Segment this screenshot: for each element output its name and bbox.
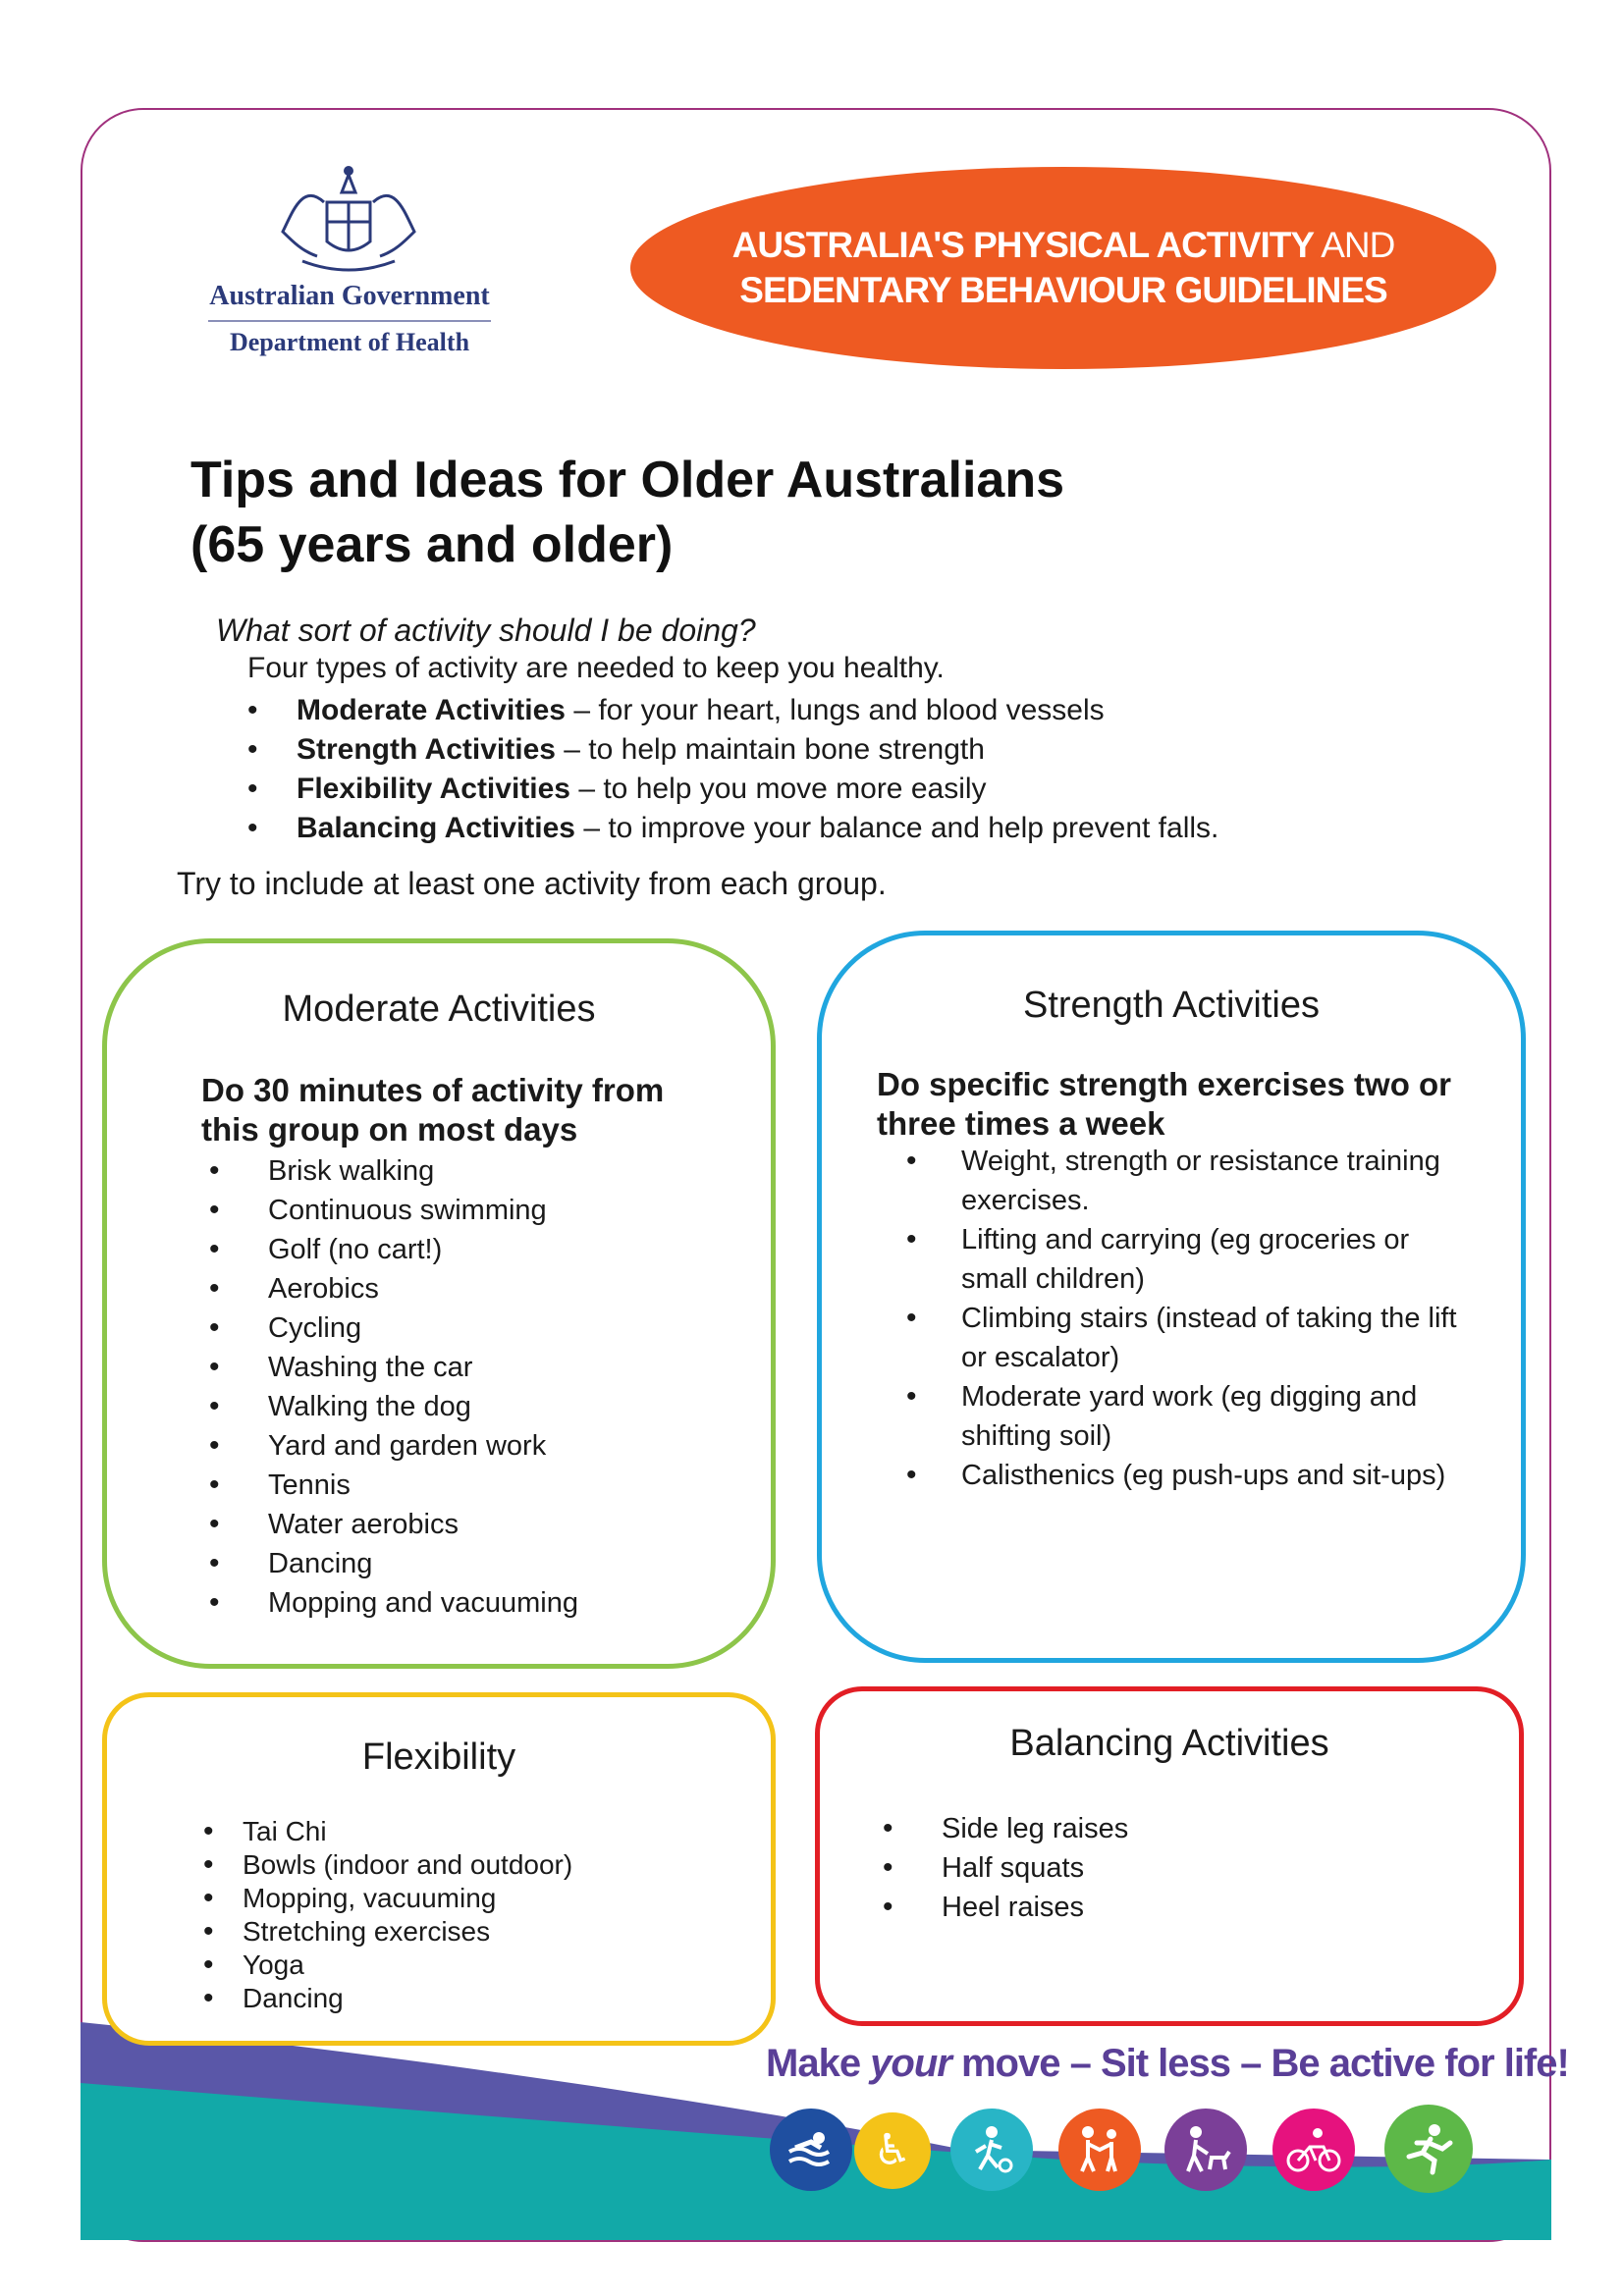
government-logo [202,163,497,369]
intro-item-bold: Balancing Activities [297,812,575,844]
cycling-icon [1272,2109,1355,2191]
list-item: • Tai Chi [203,1815,572,1848]
slogan-part-2: your [870,2042,951,2085]
list-item: • Yoga [203,1949,572,1982]
list-item: • Cycling [209,1308,578,1348]
intro-item-bold: Flexibility Activities [297,773,570,805]
intro-item [247,691,1218,730]
banner-line-1-light: AND [1314,225,1395,265]
list-item [906,1299,1457,1377]
list-item: • Half squats [883,1848,1128,1888]
intro-item-rest: – to improve your balance and help prevent falls. [574,812,1219,844]
moderate-list [209,1151,578,1623]
list-item: • Golf (no cart!) [209,1230,578,1269]
list-item: • Walking the dog [209,1387,578,1426]
list-item-line: • Lifting and carrying (eg groceries or [961,1224,1410,1255]
intro-item-rest: – to help maintain bone strength [555,733,985,766]
list-item [906,1142,1457,1220]
list-item-line: • Weight, strength or resistance training [961,1146,1440,1177]
ball-play-icon [950,2109,1033,2191]
list-item [906,1456,1457,1495]
swimming-icon [770,2109,852,2191]
wheelchair-icon: ♿ [854,2112,931,2189]
list-item-line: or escalator) [961,1342,1120,1373]
list-item: • Side leg raises [883,1809,1128,1848]
slogan [766,2042,1569,2086]
intro-item-bold: Strength Activities [297,733,556,766]
list-item: • Brisk walking [209,1151,578,1191]
dog-walking-icon [1164,2109,1247,2191]
list-item: • Mopping and vacuuming [209,1583,578,1623]
strength-sub-line-2: three times a week [877,1105,1165,1142]
intro-item [247,809,1218,848]
list-item [906,1377,1457,1456]
title-line-1: Tips and Ideas for Older Australians [190,452,1065,508]
list-item [906,1220,1457,1299]
title-line-2: (65 years and older) [190,516,674,573]
guidelines-banner [630,167,1496,369]
list-item: • Continuous swimming [209,1191,578,1230]
gov-name: Australian Government [209,281,490,311]
intro-item-rest: – for your heart, lungs and blood vessels [565,694,1105,726]
balancing-list [883,1809,1128,1927]
banner-line-1 [732,223,1395,268]
strength-activities-box [817,931,1526,1663]
coat-of-arms-icon [273,163,424,281]
department-name: Department of Health [229,328,470,356]
balancing-heading: Balancing Activities [1009,1723,1329,1764]
intro-item-bold: Moderate Activities [297,694,566,726]
moderate-heading: Moderate Activities [282,988,596,1030]
moderate-activities-box [102,938,776,1669]
list-item: • Water aerobics [209,1505,578,1544]
intro-item-rest: – to help you move more easily [569,773,987,805]
moderate-subheading [201,1071,664,1149]
strength-subheading [877,1065,1451,1144]
intro-question: What sort of activity should I be doing? [216,613,756,648]
balancing-activities-box [815,1686,1524,2026]
try-include-text: Try to include at least one activity from each group. [177,866,887,901]
list-item: • Washing the car [209,1348,578,1387]
list-item: • Yard and garden work [209,1426,578,1466]
list-item: • Stretching exercises [203,1915,572,1949]
logo-divider [208,320,491,322]
moderate-sub-line-1: Do 30 minutes of activity from [201,1072,665,1108]
intro-list [247,691,1218,848]
flexibility-list [203,1815,572,2015]
page-title [190,448,1064,577]
list-item: • Aerobics [209,1269,578,1308]
intro-item [247,730,1218,770]
flexibility-heading: Flexibility [361,1736,516,1778]
list-item-line: • Calisthenics (eg push-ups and sit-ups) [961,1460,1446,1491]
list-item-line: small children) [961,1263,1145,1295]
list-item-line: • Moderate yard work (eg digging and [961,1381,1418,1413]
slogan-part-3: move – Sit less – Be active for life! [950,2042,1569,2085]
list-item-line: shifting soil) [961,1420,1112,1452]
moderate-sub-line-2: this group on most days [201,1111,578,1148]
banner-line-2: SEDENTARY BEHAVIOUR GUIDELINES [739,270,1387,310]
running-icon [1384,2105,1473,2193]
list-item-line: exercises. [961,1185,1090,1216]
strength-heading: Strength Activities [1022,985,1321,1026]
list-item: • Dancing [203,1982,572,2015]
list-item: • Heel raises [883,1888,1128,1927]
family-icon [1058,2109,1141,2191]
flexibility-box [102,1692,776,2046]
list-item-line: • Climbing stairs (instead of taking the lift [961,1303,1457,1334]
list-item: • Mopping, vacuuming [203,1882,572,1915]
banner-line-1-bold: AUSTRALIA'S PHYSICAL ACTIVITY [731,225,1315,265]
list-item: • Dancing [209,1544,578,1583]
intro-item [247,770,1218,809]
list-item: • Bowls (indoor and outdoor) [203,1848,572,1882]
strength-list [906,1142,1457,1495]
slogan-part-1: Make [766,2042,871,2085]
strength-sub-line-1: Do specific strength exercises two or [877,1066,1452,1102]
intro-lead: Four types of activity are needed to keep you healthy. [247,652,945,684]
list-item: • Tennis [209,1466,578,1505]
